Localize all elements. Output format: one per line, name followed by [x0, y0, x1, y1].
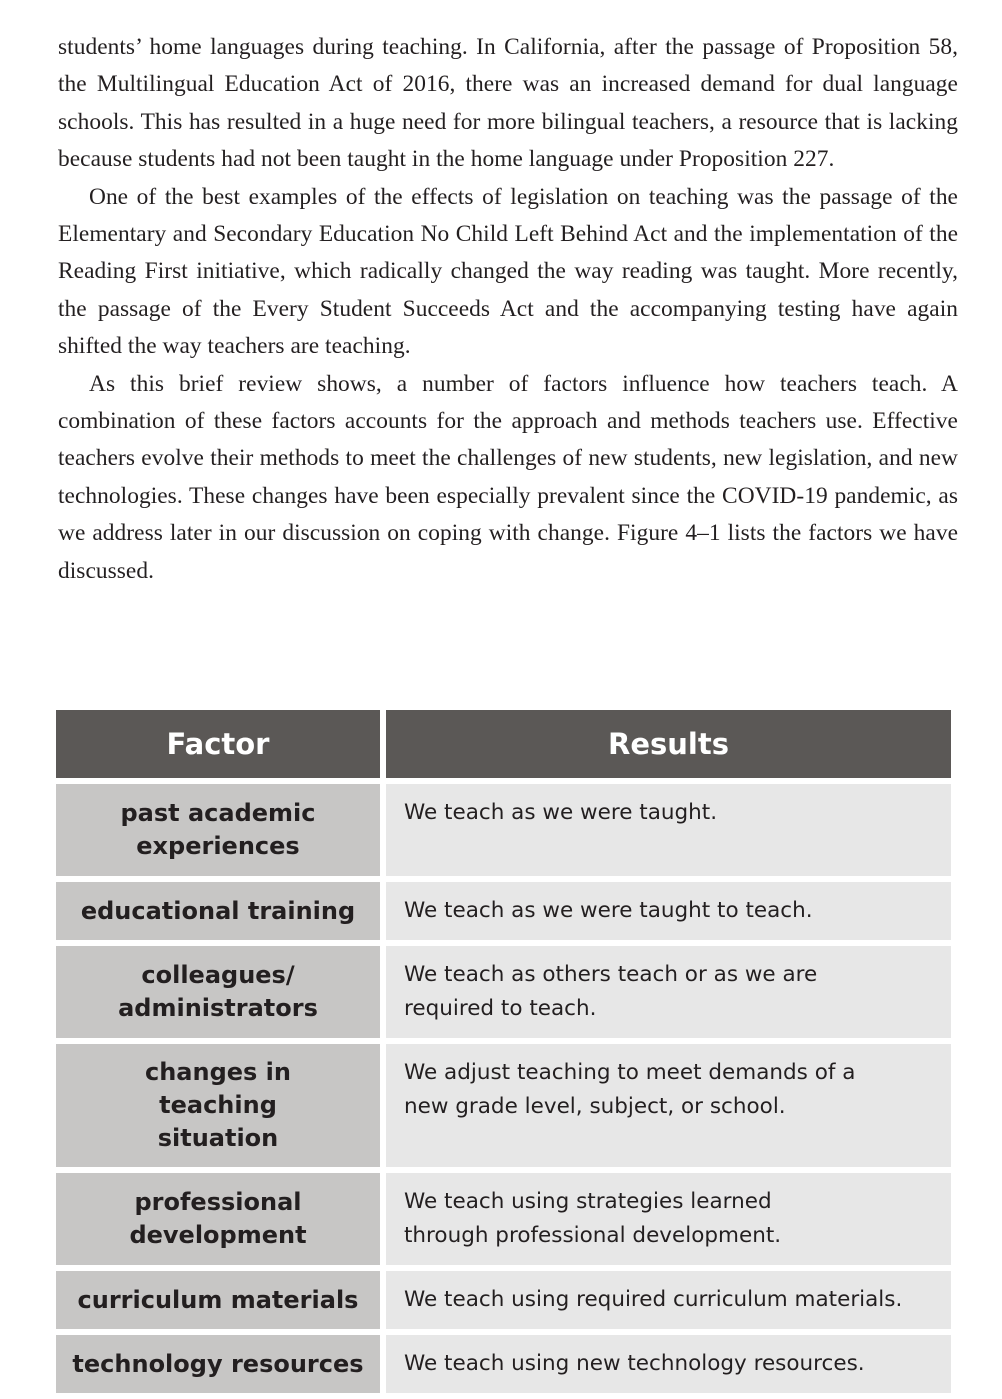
result-cell: We teach using required curriculum materials. — [386, 1271, 951, 1329]
factor-cell — [56, 1335, 380, 1393]
paragraph: students’ home languages during teaching. In California, after the passage of Proposition 58, the Multilingual Education Act of 2016, there was an increased demand for dual language schools. This has resulted in a huge need for more bilingual teachers, a resource that is lacking because students had not been taught in the home language under Proposition 227. — [58, 34, 958, 173]
result-cell: We teach using strategies learned through professional development. — [386, 1173, 951, 1265]
factor-column-header: Factor — [56, 710, 380, 778]
factor-cell — [56, 946, 380, 1038]
result-cell: We teach as we were taught to teach. — [386, 882, 951, 940]
factor-cell — [56, 784, 380, 876]
body-text — [58, 29, 958, 590]
factor-label: educational training — [80, 896, 356, 925]
factor-label: curriculum materials — [77, 1285, 359, 1314]
table-row — [56, 1271, 951, 1329]
table-row — [56, 784, 951, 876]
factor-cell — [56, 1173, 380, 1265]
factors-table — [50, 704, 957, 1399]
table-row — [56, 1335, 951, 1393]
factor-cell — [56, 1044, 380, 1167]
paragraph: As this brief review shows, a number of factors influence how teachers teach. A combination of these factors accounts for the approach and methods teachers use. Effective teachers evolve their methods to meet the challenges of new students, new legislation, and new technologies. These changes have been especially prevalent since the COVID-19 pandemic, as we address later in our discussion on coping with change. Figure 4–1 lists the factors we have discussed. — [58, 370, 958, 584]
result-cell: We teach using new technology resources. — [386, 1335, 951, 1393]
factor-cell — [56, 882, 380, 940]
result-cell: We teach as we were taught. — [386, 784, 951, 876]
table-row — [56, 882, 951, 940]
paragraph: One of the best examples of the effects of legislation on teaching was the passage of the Elementary and Secondary Education No Child Left Behind Act and the implementation of the Reading First initiative, which radically changed the way reading was taught. More recently, the passage of the Every Student Succeeds Act and the accompanying testing have again shifted the way teachers are teaching. — [58, 183, 958, 360]
table-row — [56, 1044, 951, 1167]
table-row — [56, 946, 951, 1038]
factor-label: changes in teaching situation — [144, 1058, 291, 1152]
result-cell: We teach as others teach or as we are required to teach. — [386, 946, 951, 1038]
table-header-row — [56, 710, 951, 778]
factor-label: colleagues/ administrators — [118, 961, 318, 1022]
factor-label: professional development — [129, 1188, 307, 1249]
results-column-header: Results — [386, 710, 951, 778]
table-row — [56, 1173, 951, 1265]
factor-cell — [56, 1271, 380, 1329]
result-cell: We adjust teaching to meet demands of a new grade level, subject, or school. — [386, 1044, 951, 1167]
factor-label: technology resources — [72, 1349, 364, 1378]
factor-label: past academic experiences — [120, 799, 316, 860]
